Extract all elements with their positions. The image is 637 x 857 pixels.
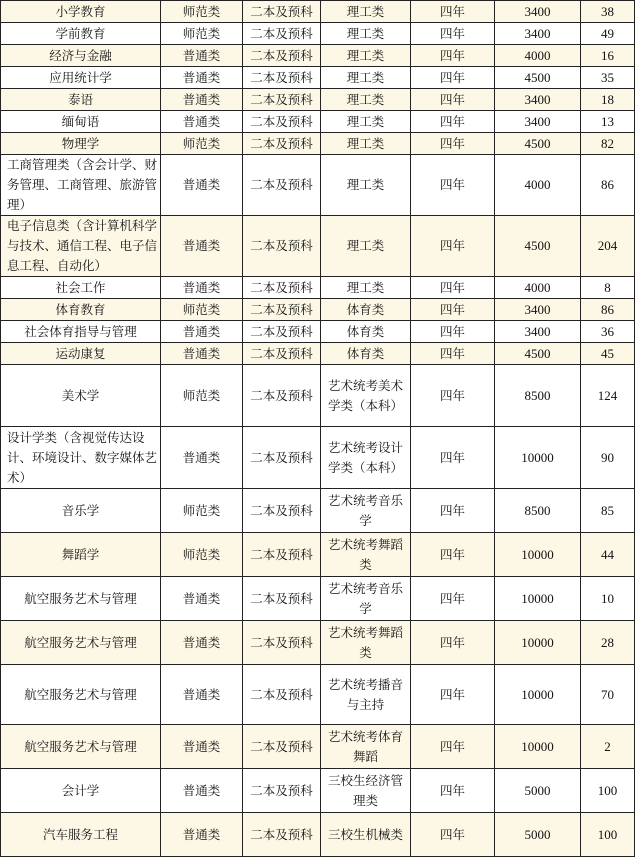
type-cell: 普通类: [161, 427, 243, 489]
type-cell: 普通类: [161, 321, 243, 343]
type-cell: 师范类: [161, 365, 243, 427]
category-cell: 理工类: [321, 89, 411, 111]
plan-count-cell: 100: [581, 813, 635, 857]
type-cell: 普通类: [161, 665, 243, 725]
table-row: [1, 277, 635, 299]
plan-count-cell: 100: [581, 769, 635, 813]
type-cell: 师范类: [161, 133, 243, 155]
duration-cell: 四年: [411, 489, 495, 533]
major-cell: 汽车服务工程: [1, 813, 161, 857]
type-cell: 师范类: [161, 23, 243, 45]
batch-cell: 二本及预科: [243, 216, 321, 277]
category-cell: 三校生经济管理类: [321, 769, 411, 813]
fee-cell: 4500: [495, 133, 581, 155]
fee-cell: 4000: [495, 277, 581, 299]
batch-cell: 二本及预科: [243, 813, 321, 857]
major-cell: 音乐学: [1, 489, 161, 533]
major-cell: 运动康复: [1, 343, 161, 365]
plan-count-cell: 49: [581, 23, 635, 45]
plan-count-cell: 10: [581, 577, 635, 621]
duration-cell: 四年: [411, 365, 495, 427]
batch-cell: 二本及预科: [243, 111, 321, 133]
type-cell: 普通类: [161, 277, 243, 299]
plan-count-cell: 28: [581, 621, 635, 665]
major-cell: 小学教育: [1, 1, 161, 23]
duration-cell: 四年: [411, 45, 495, 67]
plan-count-cell: 86: [581, 299, 635, 321]
fee-cell: 10000: [495, 725, 581, 769]
batch-cell: 二本及预科: [243, 621, 321, 665]
category-cell: 三校生机械类: [321, 813, 411, 857]
table-row: [1, 111, 635, 133]
type-cell: 普通类: [161, 577, 243, 621]
category-cell: 理工类: [321, 277, 411, 299]
plan-count-cell: 86: [581, 155, 635, 216]
duration-cell: 四年: [411, 1, 495, 23]
batch-cell: 二本及预科: [243, 45, 321, 67]
major-cell: 电子信息类（含计算机科学与技术、通信工程、电子信息工程、自动化）: [1, 216, 161, 277]
duration-cell: 四年: [411, 277, 495, 299]
fee-cell: 4500: [495, 216, 581, 277]
table-row: [1, 769, 635, 813]
table-row: [1, 365, 635, 427]
fee-cell: 3400: [495, 89, 581, 111]
category-cell: 体育类: [321, 321, 411, 343]
fee-cell: 8500: [495, 489, 581, 533]
major-cell: 应用统计学: [1, 67, 161, 89]
table-row: [1, 321, 635, 343]
table-row: [1, 45, 635, 67]
plan-count-cell: 13: [581, 111, 635, 133]
plan-count-cell: 2: [581, 725, 635, 769]
major-cell: 舞蹈学: [1, 533, 161, 577]
batch-cell: 二本及预科: [243, 533, 321, 577]
fee-cell: 4000: [495, 45, 581, 67]
fee-cell: 10000: [495, 427, 581, 489]
table-row: [1, 665, 635, 725]
category-cell: 艺术统考美术学类（本科）: [321, 365, 411, 427]
category-cell: 理工类: [321, 111, 411, 133]
batch-cell: 二本及预科: [243, 277, 321, 299]
table-row: [1, 725, 635, 769]
type-cell: 师范类: [161, 533, 243, 577]
fee-cell: 3400: [495, 1, 581, 23]
fee-cell: 10000: [495, 665, 581, 725]
duration-cell: 四年: [411, 665, 495, 725]
table-row: [1, 23, 635, 45]
fee-cell: 10000: [495, 577, 581, 621]
type-cell: 普通类: [161, 216, 243, 277]
batch-cell: 二本及预科: [243, 489, 321, 533]
table-row: [1, 1, 635, 23]
table-row: [1, 621, 635, 665]
type-cell: 师范类: [161, 489, 243, 533]
duration-cell: 四年: [411, 427, 495, 489]
table-row: [1, 155, 635, 216]
batch-cell: 二本及预科: [243, 133, 321, 155]
fee-cell: 3400: [495, 321, 581, 343]
major-cell: 经济与金融: [1, 45, 161, 67]
plan-count-cell: 90: [581, 427, 635, 489]
duration-cell: 四年: [411, 299, 495, 321]
type-cell: 普通类: [161, 725, 243, 769]
fee-cell: 4500: [495, 67, 581, 89]
plan-count-cell: 124: [581, 365, 635, 427]
type-cell: 师范类: [161, 1, 243, 23]
fee-cell: 3400: [495, 23, 581, 45]
table-row: [1, 299, 635, 321]
category-cell: 艺术统考舞蹈类: [321, 621, 411, 665]
batch-cell: 二本及预科: [243, 1, 321, 23]
duration-cell: 四年: [411, 769, 495, 813]
category-cell: 理工类: [321, 1, 411, 23]
type-cell: 普通类: [161, 813, 243, 857]
duration-cell: 四年: [411, 577, 495, 621]
plan-count-cell: 70: [581, 665, 635, 725]
duration-cell: 四年: [411, 155, 495, 216]
type-cell: 普通类: [161, 343, 243, 365]
category-cell: 理工类: [321, 45, 411, 67]
plan-count-cell: 16: [581, 45, 635, 67]
fee-cell: 10000: [495, 533, 581, 577]
table-row: [1, 67, 635, 89]
batch-cell: 二本及预科: [243, 23, 321, 45]
major-cell: 体育教育: [1, 299, 161, 321]
fee-cell: 5000: [495, 813, 581, 857]
batch-cell: 二本及预科: [243, 67, 321, 89]
category-cell: 艺术统考音乐学: [321, 489, 411, 533]
category-cell: 艺术统考音乐学: [321, 577, 411, 621]
duration-cell: 四年: [411, 89, 495, 111]
plan-count-cell: 18: [581, 89, 635, 111]
plan-count-cell: 85: [581, 489, 635, 533]
batch-cell: 二本及预科: [243, 577, 321, 621]
category-cell: 艺术统考播音与主持: [321, 665, 411, 725]
category-cell: 艺术统考舞蹈类: [321, 533, 411, 577]
batch-cell: 二本及预科: [243, 343, 321, 365]
type-cell: 普通类: [161, 89, 243, 111]
fee-cell: 8500: [495, 365, 581, 427]
major-cell: 会计学: [1, 769, 161, 813]
type-cell: 普通类: [161, 769, 243, 813]
duration-cell: 四年: [411, 321, 495, 343]
plan-count-cell: 45: [581, 343, 635, 365]
category-cell: 理工类: [321, 216, 411, 277]
duration-cell: 四年: [411, 813, 495, 857]
category-cell: 理工类: [321, 155, 411, 216]
batch-cell: 二本及预科: [243, 89, 321, 111]
batch-cell: 二本及预科: [243, 299, 321, 321]
plan-count-cell: 44: [581, 533, 635, 577]
duration-cell: 四年: [411, 621, 495, 665]
duration-cell: 四年: [411, 67, 495, 89]
batch-cell: 二本及预科: [243, 427, 321, 489]
duration-cell: 四年: [411, 725, 495, 769]
duration-cell: 四年: [411, 133, 495, 155]
table-row: [1, 133, 635, 155]
major-cell: 泰语: [1, 89, 161, 111]
type-cell: 普通类: [161, 45, 243, 67]
table-row: [1, 216, 635, 277]
fee-cell: 5000: [495, 769, 581, 813]
major-cell: 学前教育: [1, 23, 161, 45]
table-row: [1, 813, 635, 857]
duration-cell: 四年: [411, 111, 495, 133]
plan-count-cell: 38: [581, 1, 635, 23]
category-cell: 理工类: [321, 133, 411, 155]
plan-count-cell: 82: [581, 133, 635, 155]
duration-cell: 四年: [411, 216, 495, 277]
table-row: [1, 343, 635, 365]
plan-count-cell: 35: [581, 67, 635, 89]
type-cell: 师范类: [161, 299, 243, 321]
duration-cell: 四年: [411, 343, 495, 365]
category-cell: 体育类: [321, 343, 411, 365]
type-cell: 普通类: [161, 111, 243, 133]
fee-cell: 4500: [495, 343, 581, 365]
major-cell: 航空服务艺术与管理: [1, 725, 161, 769]
table-body: [1, 1, 635, 857]
plan-count-cell: 204: [581, 216, 635, 277]
category-cell: 艺术统考设计学类（本科）: [321, 427, 411, 489]
major-cell: 工商管理类（含会计学、财务管理、工商管理、旅游管理）: [1, 155, 161, 216]
table-row: [1, 89, 635, 111]
table-row: [1, 489, 635, 533]
table-row: [1, 577, 635, 621]
type-cell: 普通类: [161, 67, 243, 89]
batch-cell: 二本及预科: [243, 665, 321, 725]
batch-cell: 二本及预科: [243, 155, 321, 216]
fee-cell: 3400: [495, 111, 581, 133]
duration-cell: 四年: [411, 23, 495, 45]
batch-cell: 二本及预科: [243, 321, 321, 343]
duration-cell: 四年: [411, 533, 495, 577]
category-cell: 理工类: [321, 23, 411, 45]
plan-count-cell: 36: [581, 321, 635, 343]
category-cell: 体育类: [321, 299, 411, 321]
batch-cell: 二本及预科: [243, 365, 321, 427]
major-cell: 航空服务艺术与管理: [1, 577, 161, 621]
fee-cell: 4000: [495, 155, 581, 216]
major-cell: 社会工作: [1, 277, 161, 299]
fee-cell: 3400: [495, 299, 581, 321]
category-cell: 理工类: [321, 67, 411, 89]
batch-cell: 二本及预科: [243, 725, 321, 769]
major-cell: 设计学类（含视觉传达设计、环境设计、数字媒体艺术）: [1, 427, 161, 489]
table-row: [1, 427, 635, 489]
major-cell: 美术学: [1, 365, 161, 427]
type-cell: 普通类: [161, 155, 243, 216]
major-cell: 缅甸语: [1, 111, 161, 133]
plan-count-cell: 8: [581, 277, 635, 299]
type-cell: 普通类: [161, 621, 243, 665]
category-cell: 艺术统考体育舞蹈: [321, 725, 411, 769]
major-cell: 航空服务艺术与管理: [1, 621, 161, 665]
major-cell: 航空服务艺术与管理: [1, 665, 161, 725]
batch-cell: 二本及预科: [243, 769, 321, 813]
major-cell: 物理学: [1, 133, 161, 155]
major-cell: 社会体育指导与管理: [1, 321, 161, 343]
table-row: [1, 533, 635, 577]
fee-cell: 10000: [495, 621, 581, 665]
